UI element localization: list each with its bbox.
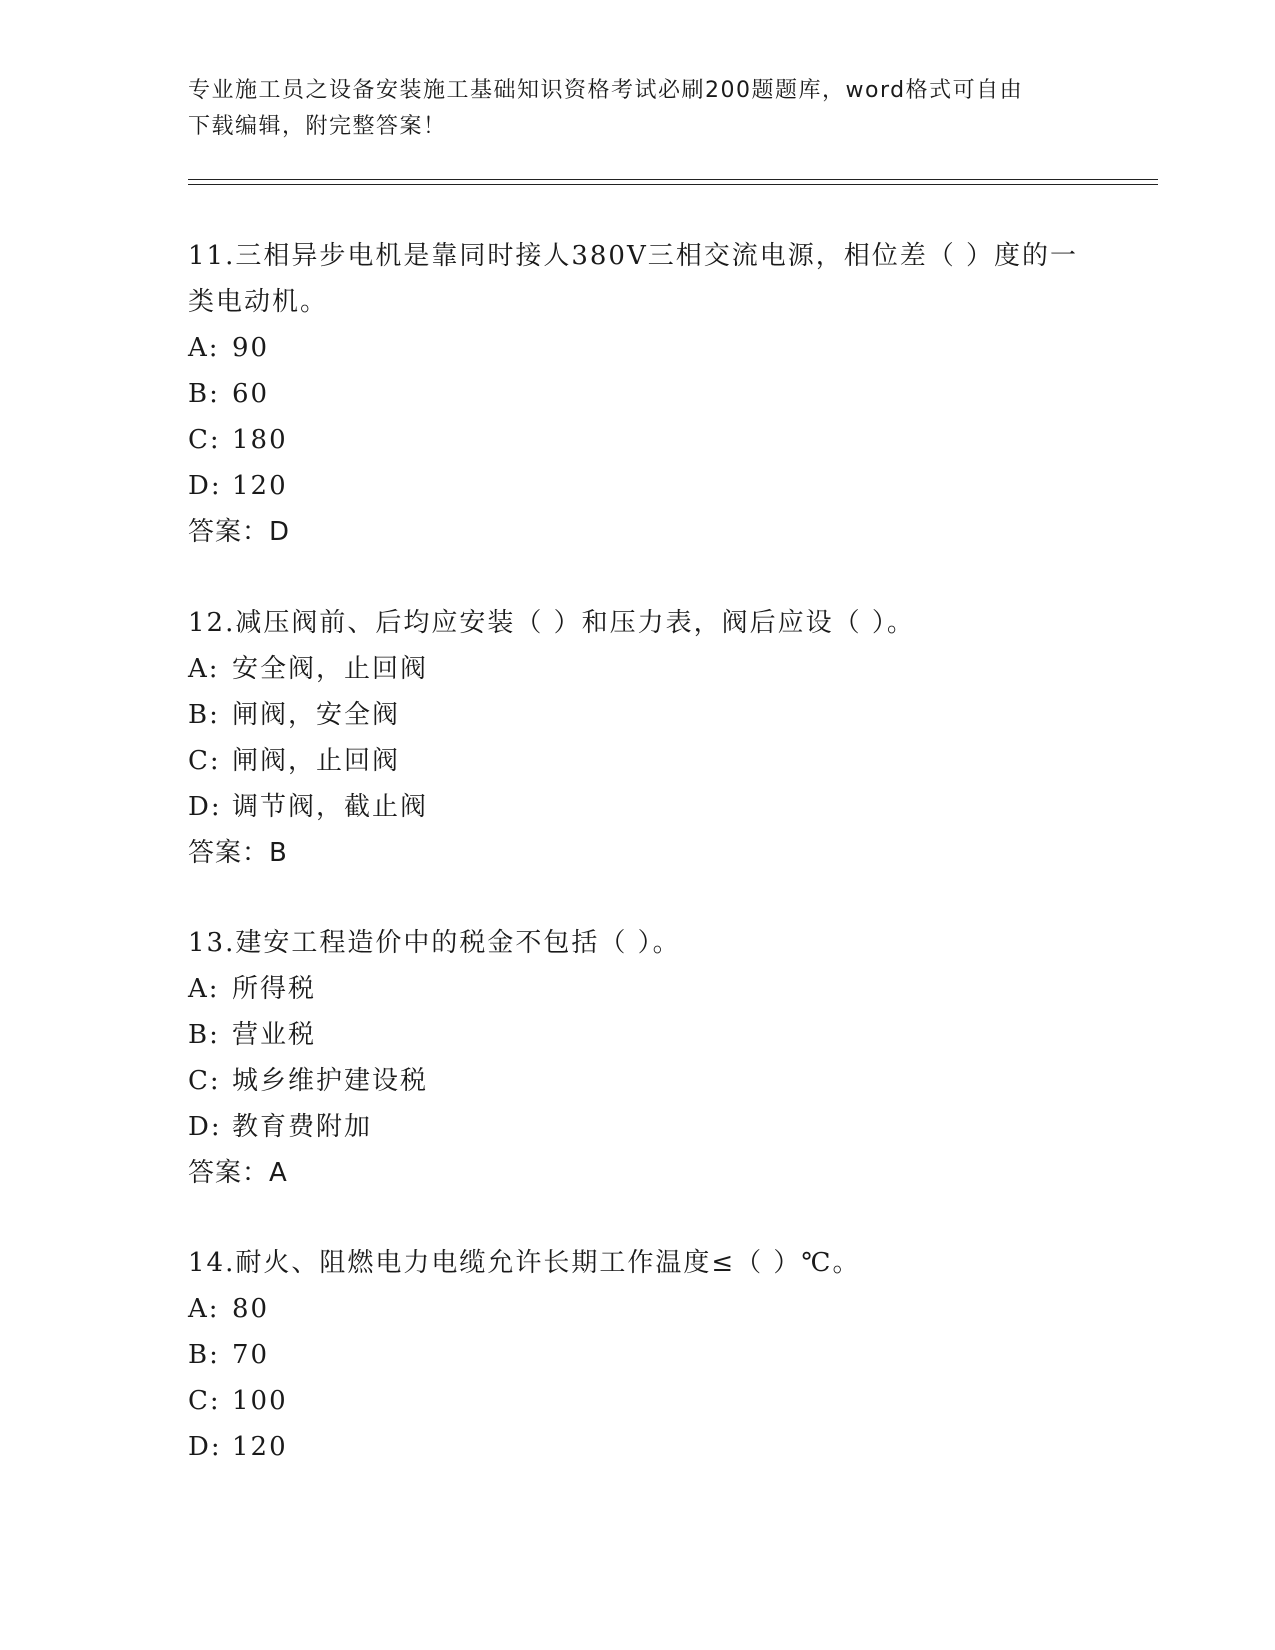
option-letter: D: (188, 792, 222, 822)
option-b (188, 371, 1088, 417)
option-letter: B: (188, 379, 220, 409)
header-title-line-2: 下载编辑，附完整答案！ (188, 114, 447, 139)
option-letter: A: (188, 974, 220, 1004)
question-stem: 13.建安工程造价中的税金不包括（ ）。 (188, 928, 681, 958)
option-a (188, 646, 1088, 692)
option-b (188, 692, 1088, 738)
option-b (188, 1332, 1088, 1378)
option-a (188, 966, 1088, 1012)
option-c (188, 417, 1088, 463)
option-letter: C: (188, 425, 221, 455)
option-letter: A: (188, 333, 220, 363)
option-letter: D: (188, 471, 222, 501)
header-divider-bottom (188, 184, 1158, 185)
option-text: 70 (232, 1340, 270, 1370)
question-stem: 12.减压阀前、后均应安装（ ）和压力表，阀后应设（ ）。 (188, 608, 915, 638)
option-letter: C: (188, 746, 221, 776)
document-header (188, 73, 1088, 145)
option-c (188, 738, 1088, 784)
option-text: 调节阀，截止阀 (232, 792, 429, 822)
option-text: 120 (232, 1432, 288, 1462)
option-letter: B: (188, 700, 220, 730)
option-text: 90 (232, 333, 270, 363)
option-letter: B: (188, 1340, 220, 1370)
header-title-line-1: 专业施工员之设备安装施工基础知识资格考试必刷200题题库，word格式可自由 (188, 78, 1024, 103)
question-stem: 14.耐火、阻燃电力电缆允许长期工作温度≤（ ）℃。 (188, 1248, 861, 1278)
option-letter: C: (188, 1066, 221, 1096)
option-d (188, 784, 1088, 830)
option-text: 所得税 (232, 974, 317, 1004)
option-text: 180 (232, 425, 288, 455)
option-letter: D: (188, 1432, 222, 1462)
question-14 (188, 1240, 1088, 1470)
option-letter: C: (188, 1386, 221, 1416)
option-d (188, 1104, 1088, 1150)
option-text: 120 (232, 471, 288, 501)
question-stem: 11.三相异步电机是靠同时接人380V三相交流电源，相位差（ ）度的一类电动机。 (188, 241, 1079, 317)
option-c (188, 1378, 1088, 1424)
option-text: 教育费附加 (232, 1112, 373, 1142)
option-b (188, 1012, 1088, 1058)
option-d (188, 1424, 1088, 1470)
option-d (188, 463, 1088, 509)
answer-line: 答案：D (188, 517, 291, 547)
option-text: 闸阀，止回阀 (232, 746, 401, 776)
question-12 (188, 600, 1088, 876)
option-text: 闸阀，安全阀 (232, 700, 401, 730)
option-text: 80 (232, 1294, 270, 1324)
question-11 (188, 233, 1088, 555)
option-letter: A: (188, 1294, 220, 1324)
option-letter: D: (188, 1112, 222, 1142)
answer-line: 答案：A (188, 1158, 288, 1188)
option-text: 安全阀，止回阀 (232, 654, 429, 684)
option-letter: B: (188, 1020, 220, 1050)
option-c (188, 1058, 1088, 1104)
option-text: 60 (232, 379, 270, 409)
header-divider-top (188, 179, 1158, 180)
question-13 (188, 920, 1088, 1196)
answer-line: 答案：B (188, 838, 288, 868)
option-a (188, 325, 1088, 371)
option-a (188, 1286, 1088, 1332)
option-text: 城乡维护建设税 (232, 1066, 429, 1096)
option-text: 营业税 (232, 1020, 317, 1050)
option-text: 100 (232, 1386, 288, 1416)
option-letter: A: (188, 654, 220, 684)
